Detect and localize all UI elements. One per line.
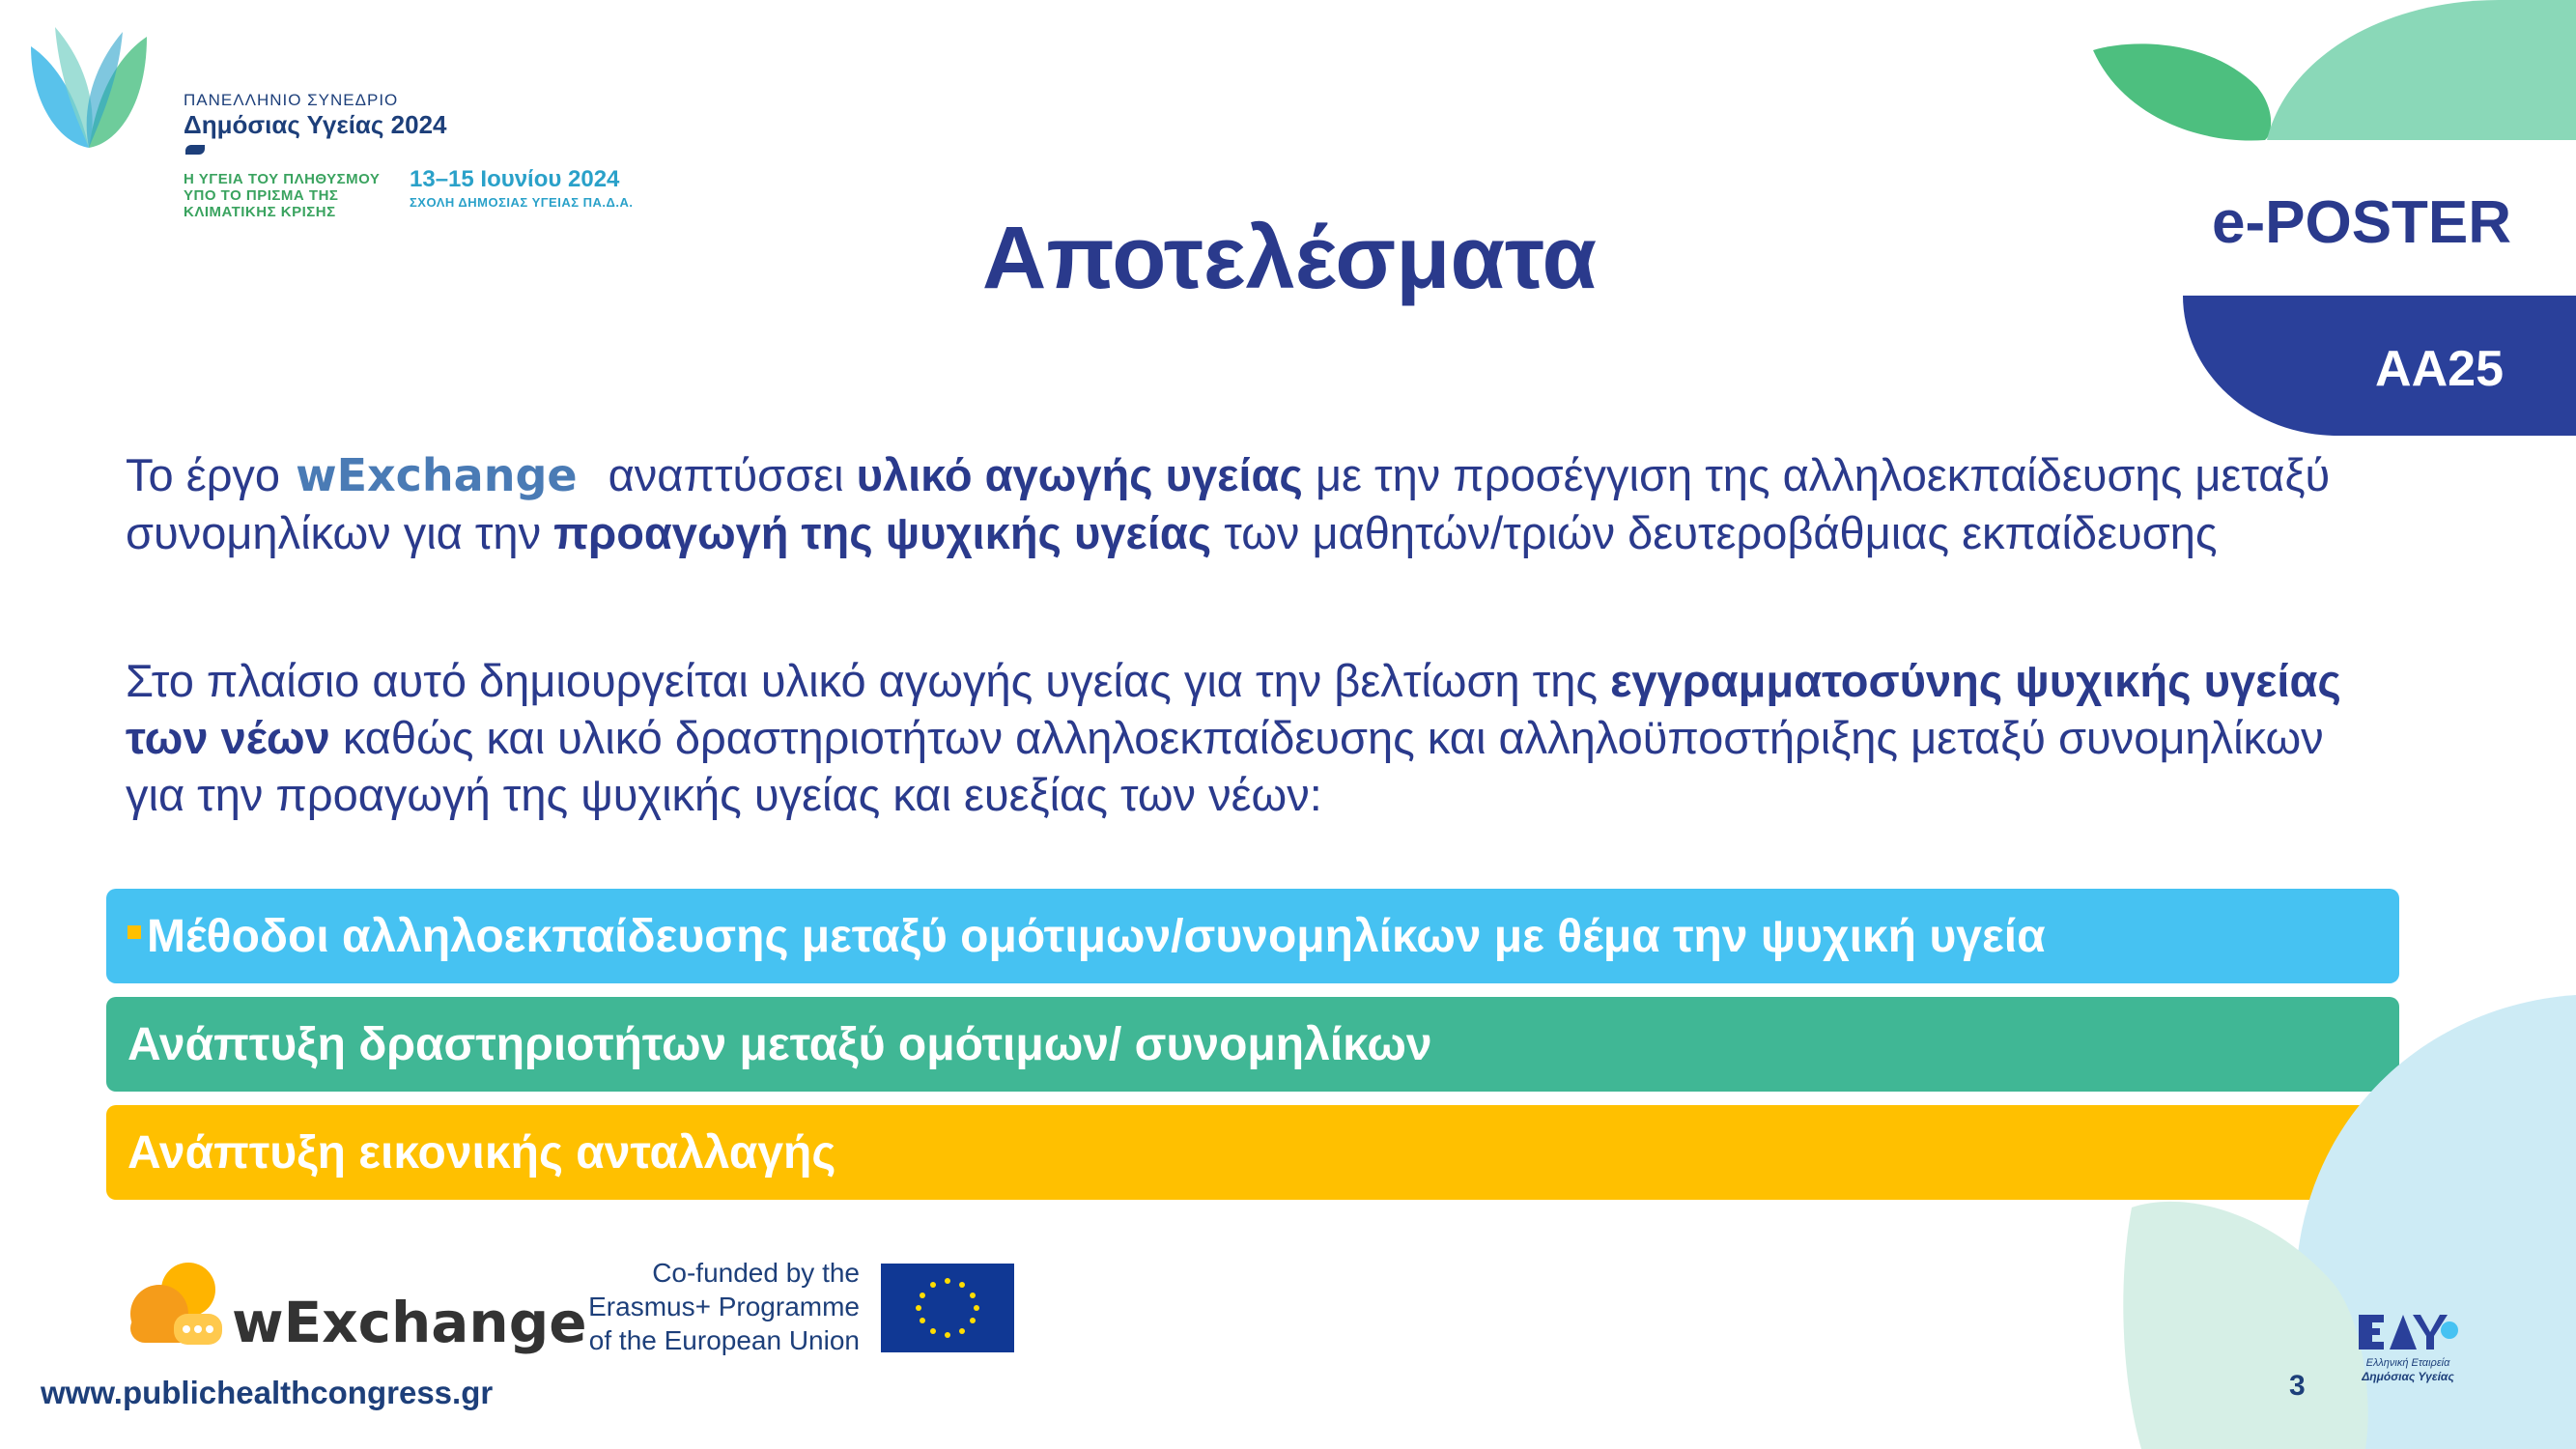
congress-tagline: Η ΥΓΕΙΑ ΤΟΥ ΠΛΗΘΥΣΜΟΥ ΥΠΟ ΤΟ ΠΡΙΣΜΑ ΤΗΣ ΚΛΙΜΑΤΙΚΗΣ ΚΡΙΣΗΣ bbox=[184, 171, 381, 220]
p1-text-3: των μαθητών/τριών δευτεροβάθμιας εκπαίδευσης bbox=[1224, 507, 2218, 558]
p1-bold-1: υλικό αγωγής υγείας bbox=[856, 449, 1303, 500]
congress-logo bbox=[21, 21, 697, 234]
context-paragraph bbox=[126, 652, 2347, 823]
website-link[interactable]: www.publichealthcongress.gr bbox=[41, 1375, 494, 1410]
square-bullet-icon bbox=[127, 925, 141, 939]
result-bar-activities bbox=[106, 997, 2399, 1092]
wexchange-inline-logo: wExchange bbox=[296, 449, 578, 501]
page-title: Αποτελέσματα bbox=[981, 209, 1598, 307]
eposter-label: e-POSTER bbox=[2212, 189, 2512, 256]
leaves-logo-icon bbox=[21, 27, 156, 153]
edy-line2: Δημόσιας Υγείας bbox=[2362, 1370, 2454, 1383]
wexchange-logo bbox=[126, 1261, 587, 1357]
cofunded-line: Erasmus+ Programme bbox=[588, 1292, 860, 1321]
result-bar-label: Μέθοδοι αλληλοεκπαίδευσης μεταξύ ομότιμων/συνομηλίκων με θέμα την ψυχική υγεία bbox=[147, 910, 2046, 962]
page-number: 3 bbox=[2289, 1370, 2306, 1402]
logo-dash bbox=[185, 145, 205, 155]
chat-cloud-icon bbox=[126, 1261, 232, 1357]
result-bar-label: Ανάπτυξη εικονικής ανταλλαγής bbox=[127, 1126, 836, 1179]
result-bar-virtual-exchange bbox=[106, 1105, 2399, 1200]
result-bar-methods bbox=[106, 889, 2399, 983]
eu-flag-icon bbox=[881, 1264, 1014, 1352]
p2-text-2: καθώς και υλικό δραστηριοτήτων αλληλοεκπαίδευσης και αλληλοϋποστήριξης μεταξύ συνομηλίκων για την προαγωγή της ψυχικής υγείας και ευεξίας των νέων: bbox=[126, 712, 2324, 820]
edy-line1: Ελληνική Εταιρεία bbox=[2365, 1357, 2450, 1369]
result-bar-label: Ανάπτυξη δραστηριοτήτων μεταξύ ομότιμων/ συνομηλίκων bbox=[127, 1018, 1432, 1070]
congress-school: ΣΧΟΛΗ ΔΗΜΟΣΙΑΣ ΥΓΕΙΑΣ ΠΑ.Δ.Α. bbox=[410, 195, 634, 210]
congress-title: Δημόσιας Υγείας 2024 bbox=[184, 110, 447, 139]
p2-text-1: Στο πλαίσιο αυτό δημιουργείται υλικό αγωγής υγείας για την βελτίωση της bbox=[126, 655, 1599, 706]
bottom-leaf-decoration-icon bbox=[2112, 995, 2576, 1449]
edy-emblem-icon bbox=[2357, 1309, 2459, 1355]
p1-lead: Το έργο bbox=[126, 449, 281, 500]
poster-code: ΑΑ25 bbox=[2375, 341, 2504, 397]
wexchange-logo-text: wExchange bbox=[232, 1290, 587, 1355]
edy-logo bbox=[2345, 1309, 2471, 1386]
intro-paragraph bbox=[126, 446, 2347, 561]
p1-text-2: με την προσέγγιση της αλληλοεκπαίδευσης μεταξύ συνομηλίκων για την bbox=[126, 449, 2331, 558]
congress-small-label: ΠΑΝΕΛΛΗΝΙΟ ΣΥΝΕΔΡΙΟ bbox=[184, 91, 399, 109]
p1-text-1: αναπτύσσει bbox=[608, 449, 844, 500]
p2-bold-1: εγγραμματοσύνης ψυχικής υγείας των νέων bbox=[126, 655, 2341, 763]
congress-dates: 13–15 Ιουνίου 2024 bbox=[410, 166, 620, 192]
cofunded-text bbox=[541, 1256, 860, 1357]
p1-bold-2: προαγωγή της ψυχικής υγείας bbox=[553, 507, 1212, 558]
top-leaf-decoration-icon bbox=[2093, 0, 2576, 145]
cofunded-line: Co-funded by the bbox=[652, 1258, 860, 1288]
cofunded-line: of the European Union bbox=[588, 1325, 860, 1355]
